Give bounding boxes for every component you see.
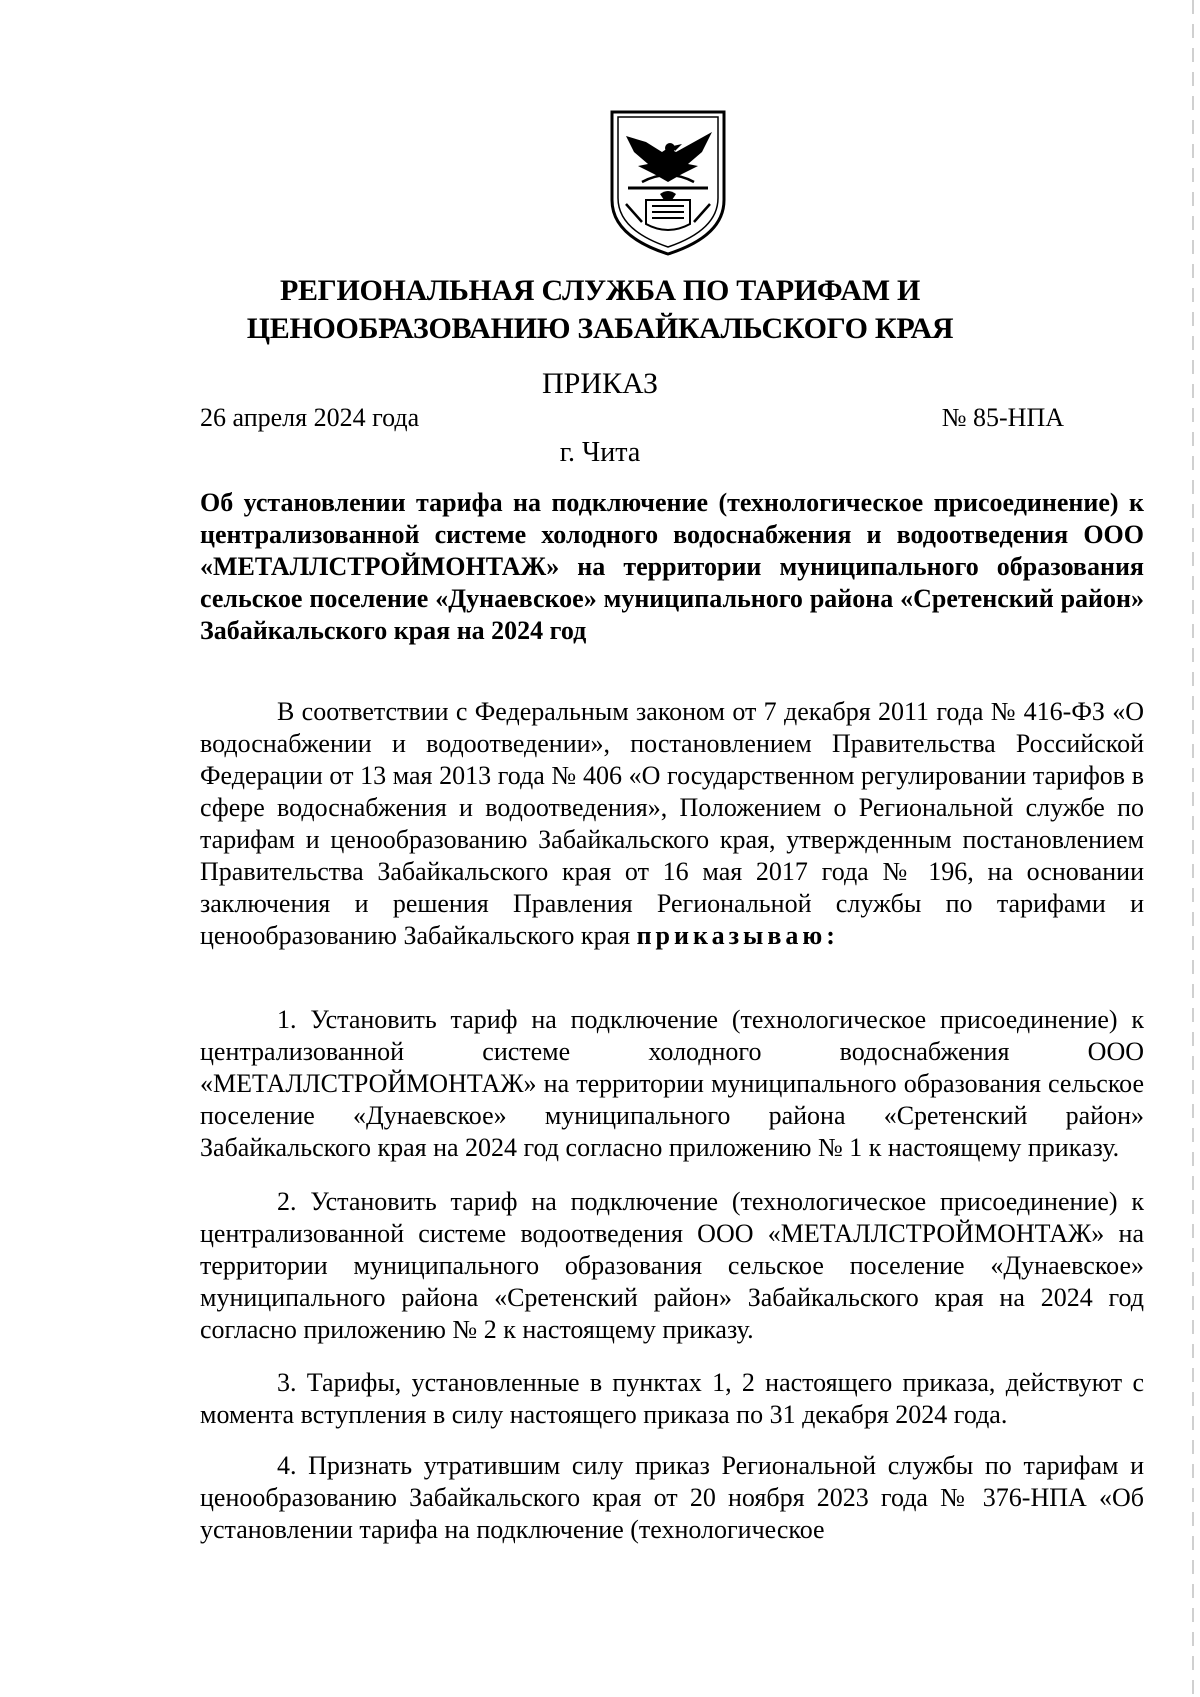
preamble-paragraph	[200, 696, 1144, 952]
document-title: Об установлении тарифа на подключение (технологическое присоединение) к централизованной системе холодного водоснабжения и водоотведения ООО «МЕТАЛЛСТРОЙМОНТАЖ» на территории муниципального образования сельское поселение «Дунаевское» муниципального района «Сретенский район» Забайкальского края на 2024 год	[200, 488, 1144, 645]
organization-name-line-2: ЦЕНООБРАЗОВАНИЮ ЗАБАЙКАЛЬСКОГО КРАЯ	[246, 312, 954, 345]
organization-name-line-1: РЕГИОНАЛЬНАЯ СЛУЖБА ПО ТАРИФАМ И	[279, 274, 921, 307]
scan-edge-artifact	[1192, 0, 1194, 1697]
coat-of-arms-icon	[606, 108, 730, 258]
order-item-3: 3. Тарифы, установленные в пунктах 1, 2 настоящего приказа, действуют с момента вступления в силу настоящего приказа по 31 декабря 2024 года.	[200, 1368, 1144, 1429]
document-number: № 85-НПА	[941, 403, 1064, 432]
document-city: г. Чита	[559, 437, 641, 468]
document-date: 26 апреля 2024 года	[200, 403, 420, 432]
document-type: ПРИКАЗ	[542, 367, 658, 400]
order-item-4: 4. Признать утратившим силу приказ Региональной службы по тарифам и ценообразованию Забайкальского края от 20 ноября 2023 года № 376-НПА «Об установлении тарифа на подключение (технологическое	[200, 1451, 1144, 1544]
order-emphasis: приказываю:	[636, 921, 839, 950]
order-item-2: 2. Установить тариф на подключение (технологическое присоединение) к централизованной системе водоотведения ООО «МЕТАЛЛСТРОЙМОНТАЖ» на территории муниципального образования сельское поселение «Дунаевское» муниципального района «Сретенский район» Забайкальского края на 2024 год согласно приложению № 2 к настоящему приказу.	[200, 1187, 1144, 1344]
order-item-1: 1. Установить тариф на подключение (технологическое присоединение) к централизованной системе холодного водоснабжения ООО «МЕТАЛЛСТРОЙМОНТАЖ» на территории муниципального образования сельское поселение «Дунаевское» муниципального района «Сретенский район» Забайкальского края на 2024 год согласно приложению № 1 к настоящему приказу.	[200, 1005, 1144, 1162]
preamble-text: В соответствии с Федеральным законом от 7 декабря 2011 года № 416-ФЗ «О водоснабжении и водоотведении», постановлением Правительства Российской Федерации от 13 мая 2013 года № 406 «О государственном регулировании тарифов в сфере водоснабжения и водоотведения», Положением о Региональной службе по тарифам и ценообразованию Забайкальского края, утвержденным постановлением Правительства Забайкальского края от 16 мая 2017 года № 196, на основании заключения и решения Правления Региональной службы по тарифами и ценообразованию Забайкальского края	[200, 697, 1144, 950]
